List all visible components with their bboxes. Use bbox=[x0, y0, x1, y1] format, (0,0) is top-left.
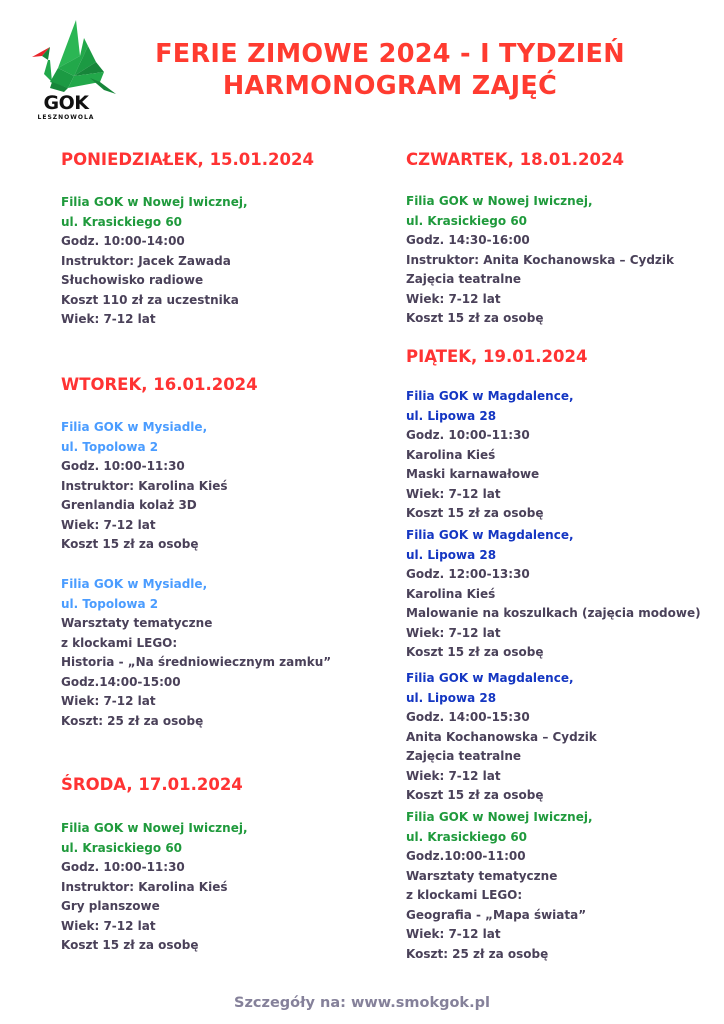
entry-line: Koszt 15 zł za osobę bbox=[61, 938, 199, 952]
entry-line: Koszt 15 zł za osobę bbox=[406, 506, 544, 520]
entry-line: Wiek: 7-12 lat bbox=[406, 768, 501, 783]
entry-line: Godz. 12:00-13:30 bbox=[406, 567, 530, 581]
entry-line: Godz. 14:00-15:30 bbox=[406, 710, 530, 724]
entry-line: Koszt 15 zł za osobę bbox=[61, 537, 199, 551]
entry-line: Zajęcia teatralne bbox=[406, 272, 522, 286]
entry-location: Filia GOK w Nowej Iwicznej, bbox=[406, 810, 593, 824]
entry-line: Instruktor: Jacek Zawada bbox=[61, 253, 231, 268]
entry-line: z klockami LEGO: bbox=[406, 888, 523, 902]
entry-line: Koszt 15 zł za osobę bbox=[406, 645, 544, 659]
gok-logo bbox=[28, 16, 124, 126]
entry-line: Warsztaty tematyczne bbox=[406, 868, 558, 883]
schedule-entry bbox=[406, 669, 597, 806]
schedule-entry bbox=[61, 193, 248, 330]
entry-location: Filia GOK w Nowej Iwicznej, bbox=[61, 821, 248, 835]
entry-location: Filia GOK w Nowej Iwicznej, bbox=[406, 194, 593, 208]
entry-line: Godz. 10:00-11:30 bbox=[406, 428, 530, 442]
entry-address: ul. Krasickiego 60 bbox=[61, 214, 183, 229]
entry-address: ul. Topolowa 2 bbox=[61, 596, 159, 611]
entry-location: Filia GOK w Nowej Iwicznej, bbox=[61, 195, 248, 209]
schedule-entry bbox=[61, 575, 331, 731]
entry-line: Malowanie na koszulkach (zajęcia modowe) bbox=[406, 606, 701, 620]
entry-address: ul. Lipowa 28 bbox=[406, 547, 497, 562]
entry-line: Godz. 10:00-14:00 bbox=[61, 234, 185, 248]
entry-address: ul. Krasickiego 60 bbox=[61, 840, 183, 855]
day-heading-wednesday: ŚRODA, 17.01.2024 bbox=[61, 775, 243, 794]
entry-line: Wiek: 7-12 lat bbox=[61, 312, 156, 326]
entry-line: Koszt: 25 zł za osobę bbox=[406, 946, 549, 961]
entry-line: Godz. 10:00-11:30 bbox=[61, 860, 185, 874]
entry-line: Godz.10:00-11:00 bbox=[406, 849, 526, 863]
entry-address: ul. Krasickiego 60 bbox=[406, 213, 528, 228]
entry-line: Koszt 15 zł za osobę bbox=[406, 788, 544, 802]
schedule-entry bbox=[406, 526, 701, 663]
entry-line: Wiek: 7-12 lat bbox=[406, 486, 501, 501]
entry-line: Gry planszowe bbox=[61, 899, 160, 913]
entry-line: Karolina Kieś bbox=[406, 586, 496, 601]
entry-line: Wiek: 7-12 lat bbox=[61, 694, 156, 708]
entry-line: Koszt: 25 zł za osobę bbox=[61, 713, 204, 728]
entry-line: Karolina Kieś bbox=[406, 447, 496, 462]
entry-line: Wiek: 7-12 lat bbox=[61, 517, 156, 532]
day-heading-tuesday: WTOREK, 16.01.2024 bbox=[61, 375, 258, 394]
entry-line: Koszt 15 zł za osobę bbox=[406, 311, 544, 325]
schedule-entry bbox=[61, 819, 248, 956]
entry-line: Geografia - „Mapa świata” bbox=[406, 907, 587, 922]
entry-line: Godz. 10:00-11:30 bbox=[61, 459, 185, 473]
entry-line: z klockami LEGO: bbox=[61, 635, 178, 650]
logo-subtitle: LESZNOWOLA bbox=[37, 114, 95, 121]
entry-address: ul. Topolowa 2 bbox=[61, 439, 159, 454]
entry-line: Słuchowisko radiowe bbox=[61, 273, 204, 287]
day-heading-thursday: CZWARTEK, 18.01.2024 bbox=[406, 150, 624, 169]
entry-line: Koszt 110 zł za uczestnika bbox=[61, 292, 239, 307]
entry-line: Zajęcia teatralne bbox=[406, 749, 522, 763]
entry-line: Warsztaty tematyczne bbox=[61, 616, 213, 630]
day-heading-monday: PONIEDZIAŁEK, 15.01.2024 bbox=[61, 150, 314, 169]
entry-location: Filia GOK w Mysiadle, bbox=[61, 420, 208, 434]
entry-line: Maski karnawałowe bbox=[406, 467, 540, 481]
entry-line: Wiek: 7-12 lat bbox=[406, 291, 501, 306]
entry-line: Wiek: 7-12 lat bbox=[61, 918, 156, 933]
entry-location: Filia GOK w Magdalence, bbox=[406, 389, 574, 403]
entry-line: Instruktor: Karolina Kieś bbox=[61, 478, 228, 493]
title-line-1: FERIE ZIMOWE 2024 - I TYDZIEŃ bbox=[155, 39, 625, 69]
entry-line: Wiek: 7-12 lat bbox=[406, 625, 501, 640]
footer-website-link[interactable]: Szczegóły na: www.smokgok.pl bbox=[234, 995, 490, 1011]
entry-location: Filia GOK w Mysiadle, bbox=[61, 577, 208, 591]
schedule-entry bbox=[61, 418, 228, 555]
schedule-entry bbox=[406, 192, 674, 329]
entry-line: Anita Kochanowska – Cydzik bbox=[406, 729, 597, 744]
title-line-2: HARMONOGRAM ZAJĘĆ bbox=[222, 71, 558, 101]
schedule-entry bbox=[406, 808, 593, 964]
entry-address: ul. Krasickiego 60 bbox=[406, 829, 528, 844]
entry-location: Filia GOK w Magdalence, bbox=[406, 528, 574, 542]
entry-line: Godz. 14:30-16:00 bbox=[406, 233, 530, 247]
entry-location: Filia GOK w Magdalence, bbox=[406, 671, 574, 685]
entry-line: Instruktor: Anita Kochanowska – Cydzik bbox=[406, 252, 674, 267]
entry-address: ul. Lipowa 28 bbox=[406, 408, 497, 423]
dragon-origami-icon bbox=[28, 16, 124, 96]
logo-gok-text: GOK bbox=[43, 92, 89, 114]
entry-address: ul. Lipowa 28 bbox=[406, 690, 497, 705]
schedule-entry bbox=[406, 387, 574, 524]
page-title bbox=[130, 38, 650, 102]
entry-line: Historia - „Na średniowiecznym zamku” bbox=[61, 655, 332, 669]
entry-line: Instruktor: Karolina Kieś bbox=[61, 879, 228, 894]
day-heading-friday: PIĄTEK, 19.01.2024 bbox=[406, 347, 588, 366]
entry-line: Wiek: 7-12 lat bbox=[406, 927, 501, 941]
entry-line: Grenlandia kolaż 3D bbox=[61, 498, 197, 512]
entry-line: Godz.14:00-15:00 bbox=[61, 674, 181, 689]
